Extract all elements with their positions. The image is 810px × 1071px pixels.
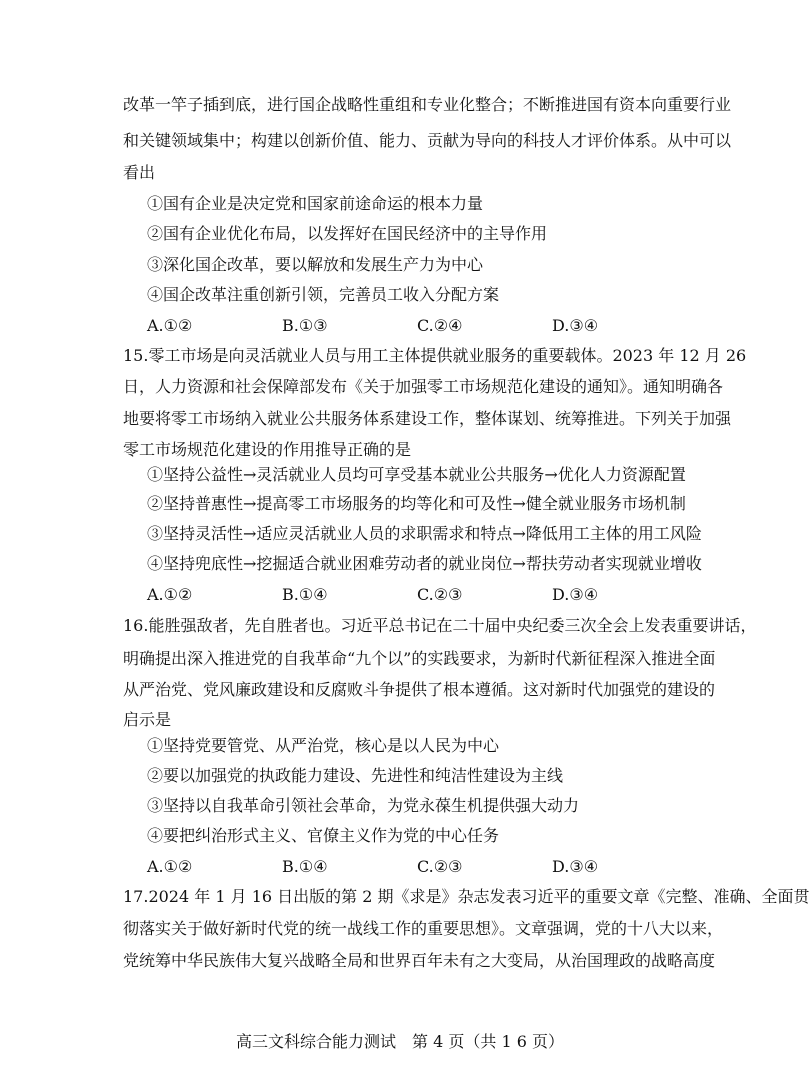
q17-stem-line-3: 党统筹中华民族伟大复兴战略全局和世界百年未有之大变局，从治国理政的战略高度	[123, 951, 716, 970]
q15-option-2: ②坚持普惠性→提高零工市场服务的均等化和可及性→健全就业服务市场机制	[147, 494, 686, 513]
q14-choices	[147, 316, 723, 336]
q16-stem-line-3: 从严治党、党风廉政建设和反腐败斗争提供了根本遵循。这对新时代加强党的建设的	[123, 680, 716, 699]
q16-stem-line-2: 明确提出深入推进党的自我革命“九个以”的实践要求，为新时代新征程深入推进全面	[123, 649, 716, 668]
q14-choice-d[interactable]: D.③④	[552, 316, 599, 335]
q14-stem-line-3: 看出	[123, 163, 156, 182]
q16-choice-d[interactable]: D.③④	[552, 857, 599, 876]
q15-choice-c[interactable]: C.②③	[417, 585, 463, 604]
q14-choice-a[interactable]: A.①②	[147, 316, 193, 335]
q15-stem-line-2: 日，人力资源和社会保障部发布《关于加强零工市场规范化建设的通知》。通知明确各	[123, 377, 724, 396]
q16-stem-line-4: 启示是	[123, 710, 172, 729]
q16-choice-a[interactable]: A.①②	[147, 857, 193, 876]
q14-stem-line-2: 和关键领域集中；构建以创新价值、能力、贡献为导向的科技人才评价体系。从中可以	[123, 131, 732, 150]
q14-stem-line-1: 改革一竿子插到底，进行国企战略性重组和专业化整合；不断推进国有资本向重要行业	[123, 95, 732, 114]
q15-choice-b[interactable]: B.①④	[282, 585, 328, 604]
page-footer: 高三文科综合能力测试 第 4 页（共 1 6 页）	[236, 1032, 564, 1051]
q15-stem-line-1: 15.零工市场是向灵活就业人员与用工主体提供就业服务的重要载体。2023 年 12 月 26	[123, 346, 747, 365]
q14-option-4: ④国企改革注重创新引领，完善员工收入分配方案	[147, 285, 500, 304]
q14-choice-c[interactable]: C.②④	[417, 316, 463, 335]
q15-option-4: ④坚持兜底性→挖掘适合就业困难劳动者的就业岗位→帮扶劳动者实现就业增收	[147, 554, 702, 573]
q15-option-1: ①坚持公益性→灵活就业人员均可享受基本就业公共服务→优化人力资源配置	[147, 465, 686, 484]
q14-option-1: ①国有企业是决定党和国家前途命运的根本力量	[147, 194, 484, 213]
q14-choice-b[interactable]: B.①③	[282, 316, 328, 335]
q14-option-2: ②国有企业优化布局，以发挥好在国民经济中的主导作用	[147, 224, 548, 243]
q17-stem-line-2: 彻落实关于做好新时代党的统一战线工作的重要思想》。文章强调，党的十八大以来，	[123, 919, 724, 938]
q14-option-3: ③深化国企改革，要以解放和发展生产力为中心	[147, 255, 484, 274]
q15-stem-line-4: 零工市场规范化建设的作用推导正确的是	[123, 440, 412, 459]
q16-choice-c[interactable]: C.②③	[417, 857, 463, 876]
q16-stem-line-1: 16.能胜强敌者，先自胜者也。习近平总书记在二十届中央纪委三次全会上发表重要讲话，	[123, 616, 757, 635]
q15-choice-a[interactable]: A.①②	[147, 585, 193, 604]
q16-choices	[147, 857, 723, 877]
q15-option-3: ③坚持灵活性→适应灵活就业人员的求职需求和特点→降低用工主体的用工风险	[147, 524, 702, 543]
q15-stem-line-3: 地要将零工市场纳入就业公共服务体系建设工作，整体谋划、统筹推进。下列关于加强	[123, 409, 732, 428]
q15-choices	[147, 585, 723, 605]
q16-choice-b[interactable]: B.①④	[282, 857, 328, 876]
q15-choice-d[interactable]: D.③④	[552, 585, 599, 604]
q16-option-2: ②要以加强党的执政能力建设、先进性和纯洁性建设为主线	[147, 766, 564, 785]
q16-option-4: ④要把纠治形式主义、官僚主义作为党的中心任务	[147, 826, 500, 845]
q17-stem-line-1: 17.2024 年 1 月 16 日出版的第 2 期《求是》杂志发表习近平的重要文章《完整、准确、全面贯	[123, 887, 810, 906]
q16-option-3: ③坚持以自我革命引领社会革命，为党永葆生机提供强大动力	[147, 796, 580, 815]
q16-option-1: ①坚持党要管党、从严治党，核心是以人民为中心	[147, 736, 500, 755]
